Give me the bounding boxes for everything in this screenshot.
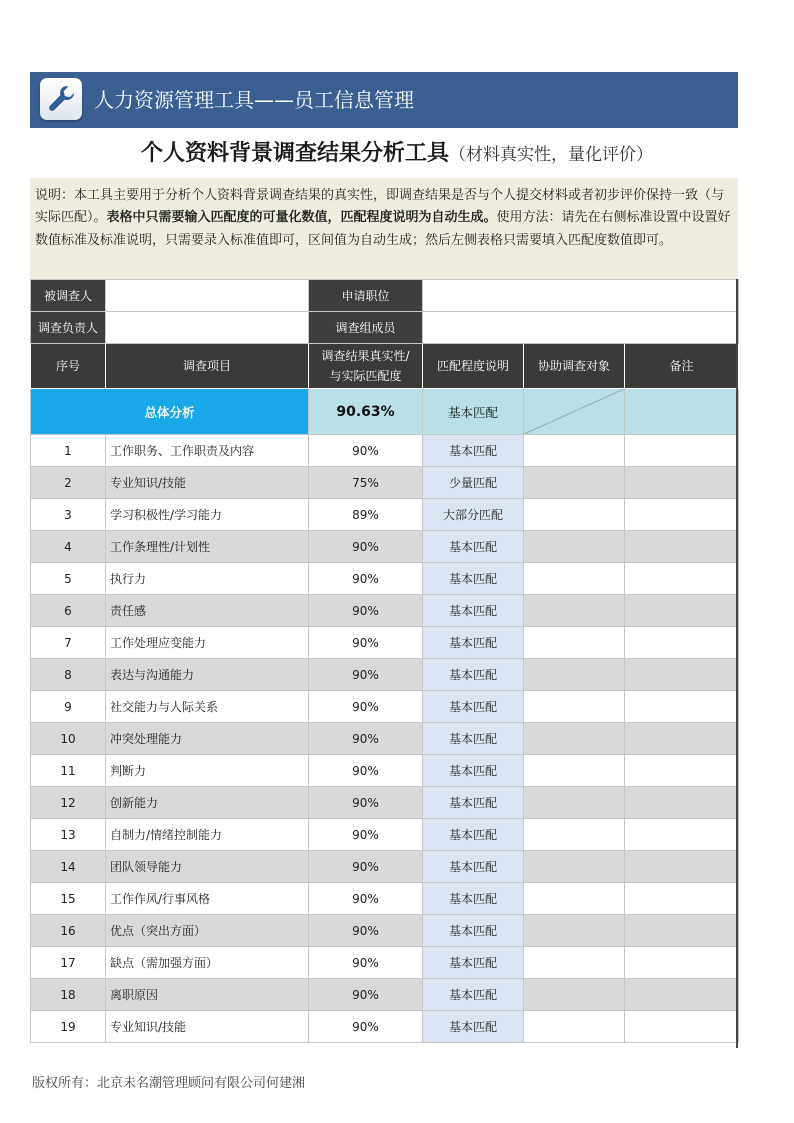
cell-no: 2 <box>31 467 106 499</box>
table-right-border <box>736 279 738 1048</box>
copyright-footer: 版权所有：北京未名潮管理顾问有限公司何建湘 <box>32 1076 306 1091</box>
cell-match: 基本匹配 <box>423 883 524 915</box>
cell-percent[interactable]: 90% <box>309 883 423 915</box>
analysis-table <box>30 279 739 1043</box>
table-row <box>31 851 739 883</box>
cell-match: 大部分匹配 <box>423 499 524 531</box>
cell-percent[interactable]: 90% <box>309 435 423 467</box>
cell-remark[interactable] <box>625 435 739 467</box>
subject-label: 被调查人 <box>31 280 106 312</box>
cell-percent[interactable]: 90% <box>309 915 423 947</box>
cell-no: 5 <box>31 563 106 595</box>
cell-assist[interactable] <box>524 563 625 595</box>
cell-match: 基本匹配 <box>423 435 524 467</box>
cell-percent[interactable]: 90% <box>309 723 423 755</box>
cell-item: 专业知识/技能 <box>106 467 309 499</box>
info-row-1 <box>31 280 739 312</box>
wrench-icon <box>45 83 77 115</box>
cell-percent[interactable]: 89% <box>309 499 423 531</box>
header-truth-line1: 调查结果真实性/ <box>321 349 410 363</box>
cell-remark[interactable] <box>625 851 739 883</box>
lead-input[interactable] <box>106 312 309 344</box>
cell-match: 基本匹配 <box>423 595 524 627</box>
cell-item: 创新能力 <box>106 787 309 819</box>
page-title <box>0 138 794 171</box>
summary-percent: 90.63% <box>309 389 423 435</box>
cell-item: 责任感 <box>106 595 309 627</box>
cell-no: 6 <box>31 595 106 627</box>
description-box <box>30 178 738 284</box>
cell-match: 基本匹配 <box>423 819 524 851</box>
cell-assist[interactable] <box>524 787 625 819</box>
members-input[interactable] <box>423 312 739 344</box>
cell-no: 14 <box>31 851 106 883</box>
table-row <box>31 435 739 467</box>
cell-remark[interactable] <box>625 947 739 979</box>
cell-remark[interactable] <box>625 531 739 563</box>
cell-percent[interactable]: 90% <box>309 627 423 659</box>
cell-remark[interactable] <box>625 915 739 947</box>
cell-no: 3 <box>31 499 106 531</box>
table-row <box>31 467 739 499</box>
cell-remark[interactable] <box>625 979 739 1011</box>
banner-title: 人力资源管理工具——员工信息管理 <box>94 88 414 112</box>
cell-remark[interactable] <box>625 467 739 499</box>
cell-percent[interactable]: 90% <box>309 979 423 1011</box>
lead-label: 调查负责人 <box>31 312 106 344</box>
cell-remark[interactable] <box>625 883 739 915</box>
cell-match: 基本匹配 <box>423 851 524 883</box>
cell-remark[interactable] <box>625 595 739 627</box>
cell-percent[interactable]: 90% <box>309 691 423 723</box>
cell-no: 19 <box>31 1011 106 1043</box>
cell-item: 自制力/情绪控制能力 <box>106 819 309 851</box>
header-banner <box>30 72 738 128</box>
cell-no: 11 <box>31 755 106 787</box>
cell-no: 7 <box>31 627 106 659</box>
diagonal-line <box>524 389 625 435</box>
cell-assist[interactable] <box>524 467 625 499</box>
cell-assist[interactable] <box>524 691 625 723</box>
cell-no: 10 <box>31 723 106 755</box>
table-row <box>31 755 739 787</box>
description-text-2: 使用方法：请先在右侧标准设置中设置好数值标准及标准说明，只需要录入标准值即可，区间值为自动生成；然后左侧表格只需要填入匹配度数值即可。 <box>35 210 731 248</box>
cell-item: 社交能力与人际关系 <box>106 691 309 723</box>
summary-diagonal-cell <box>524 389 625 435</box>
cell-item: 团队领导能力 <box>106 851 309 883</box>
cell-item: 离职原因 <box>106 979 309 1011</box>
cell-match: 基本匹配 <box>423 947 524 979</box>
header-item: 调查项目 <box>106 344 309 389</box>
summary-label: 总体分析 <box>31 389 309 435</box>
cell-item: 学习积极性/学习能力 <box>106 499 309 531</box>
cell-match: 基本匹配 <box>423 1011 524 1043</box>
header-truth-line2: 与实际匹配度 <box>329 369 402 383</box>
cell-remark[interactable] <box>625 563 739 595</box>
cell-assist[interactable] <box>524 979 625 1011</box>
cell-no: 18 <box>31 979 106 1011</box>
summary-match: 基本匹配 <box>423 389 524 435</box>
cell-no: 1 <box>31 435 106 467</box>
cell-percent[interactable]: 90% <box>309 1011 423 1043</box>
cell-match: 基本匹配 <box>423 755 524 787</box>
cell-percent[interactable]: 90% <box>309 787 423 819</box>
cell-item: 工作职务、工作职责及内容 <box>106 435 309 467</box>
cell-no: 4 <box>31 531 106 563</box>
header-no: 序号 <box>31 344 106 389</box>
summary-remark <box>625 389 739 435</box>
description-bold: 表格中只需要输入匹配度的可量化数值，匹配程度说明为自动生成。 <box>106 210 497 226</box>
header-match: 匹配程度说明 <box>423 344 524 389</box>
cell-assist[interactable] <box>524 627 625 659</box>
table-row <box>31 659 739 691</box>
cell-assist[interactable] <box>524 659 625 691</box>
cell-remark[interactable] <box>625 659 739 691</box>
cell-percent[interactable]: 90% <box>309 851 423 883</box>
table-row <box>31 723 739 755</box>
cell-item: 工作条理性/计划性 <box>106 531 309 563</box>
description-text-1: 说明：本工具主要用于分析个人资料背景调查结果的真实性，即调查结果是否与个人提交材料或者初步评价保持一致（与实际匹配）。 <box>35 188 725 226</box>
cell-percent[interactable]: 90% <box>309 531 423 563</box>
cell-percent[interactable]: 75% <box>309 467 423 499</box>
table-row <box>31 915 739 947</box>
cell-remark[interactable] <box>625 627 739 659</box>
table-row <box>31 499 739 531</box>
cell-item: 专业知识/技能 <box>106 1011 309 1043</box>
cell-no: 12 <box>31 787 106 819</box>
cell-assist[interactable] <box>524 915 625 947</box>
table-row <box>31 947 739 979</box>
main-title: 个人资料背景调查结果分析工具 <box>140 141 449 166</box>
cell-assist[interactable] <box>524 531 625 563</box>
table-row <box>31 595 739 627</box>
cell-no: 15 <box>31 883 106 915</box>
cell-remark[interactable] <box>625 755 739 787</box>
cell-remark[interactable] <box>625 723 739 755</box>
cell-assist[interactable] <box>524 723 625 755</box>
cell-percent[interactable]: 90% <box>309 595 423 627</box>
table-row <box>31 979 739 1011</box>
header-assist: 协助调查对象 <box>524 344 625 389</box>
cell-match: 基本匹配 <box>423 915 524 947</box>
cell-assist[interactable] <box>524 883 625 915</box>
cell-no: 16 <box>31 915 106 947</box>
cell-item: 工作处理应变能力 <box>106 627 309 659</box>
table-row <box>31 787 739 819</box>
table-row <box>31 531 739 563</box>
cell-match: 基本匹配 <box>423 531 524 563</box>
cell-item: 工作作风/行事风格 <box>106 883 309 915</box>
cell-item: 执行力 <box>106 563 309 595</box>
info-row-2 <box>31 312 739 344</box>
table-row <box>31 819 739 851</box>
cell-match: 基本匹配 <box>423 787 524 819</box>
table-row <box>31 883 739 915</box>
cell-percent[interactable]: 90% <box>309 659 423 691</box>
cell-remark[interactable] <box>625 787 739 819</box>
position-input[interactable] <box>423 280 739 312</box>
cell-item: 冲突处理能力 <box>106 723 309 755</box>
subject-input[interactable] <box>106 280 309 312</box>
cell-match: 基本匹配 <box>423 723 524 755</box>
cell-match: 基本匹配 <box>423 659 524 691</box>
cell-assist[interactable] <box>524 499 625 531</box>
cell-percent[interactable]: 90% <box>309 947 423 979</box>
cell-item: 表达与沟通能力 <box>106 659 309 691</box>
tool-icon-button <box>40 78 82 120</box>
cell-no: 17 <box>31 947 106 979</box>
table-row <box>31 627 739 659</box>
cell-percent[interactable]: 90% <box>309 755 423 787</box>
cell-match: 少量匹配 <box>423 467 524 499</box>
header-truth <box>309 344 423 389</box>
cell-percent[interactable]: 90% <box>309 563 423 595</box>
cell-match: 基本匹配 <box>423 563 524 595</box>
cell-item: 缺点（需加强方面） <box>106 947 309 979</box>
header-remark: 备注 <box>625 344 739 389</box>
cell-no: 13 <box>31 819 106 851</box>
cell-assist[interactable] <box>524 819 625 851</box>
position-label: 申请职位 <box>309 280 423 312</box>
cell-no: 8 <box>31 659 106 691</box>
cell-assist[interactable] <box>524 947 625 979</box>
cell-match: 基本匹配 <box>423 627 524 659</box>
sub-title: （材料真实性，量化评价） <box>449 145 653 165</box>
cell-remark[interactable] <box>625 1011 739 1043</box>
summary-row <box>31 389 739 435</box>
cell-remark[interactable] <box>625 691 739 723</box>
cell-item: 判断力 <box>106 755 309 787</box>
table-row <box>31 563 739 595</box>
header-row <box>31 344 739 389</box>
cell-percent[interactable]: 90% <box>309 819 423 851</box>
cell-match: 基本匹配 <box>423 979 524 1011</box>
members-label: 调查组成员 <box>309 312 423 344</box>
cell-assist[interactable] <box>524 851 625 883</box>
cell-remark[interactable] <box>625 819 739 851</box>
data-rows <box>31 435 739 1043</box>
cell-assist[interactable] <box>524 435 625 467</box>
cell-remark[interactable] <box>625 499 739 531</box>
cell-assist[interactable] <box>524 595 625 627</box>
cell-assist[interactable] <box>524 755 625 787</box>
cell-match: 基本匹配 <box>423 691 524 723</box>
table-row <box>31 691 739 723</box>
cell-no: 9 <box>31 691 106 723</box>
cell-item: 优点（突出方面） <box>106 915 309 947</box>
cell-assist[interactable] <box>524 1011 625 1043</box>
table-row <box>31 1011 739 1043</box>
